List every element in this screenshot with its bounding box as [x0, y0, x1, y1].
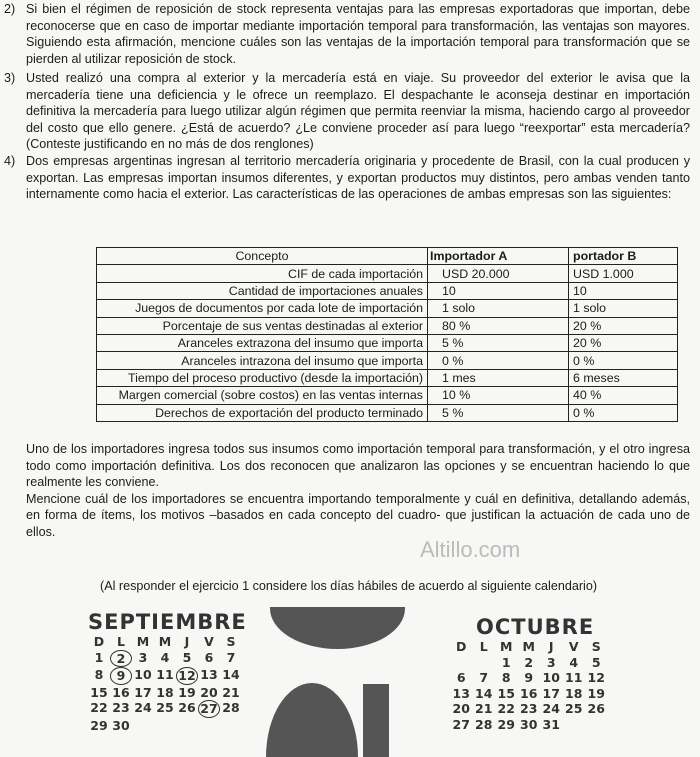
calendar-octubre: [450, 615, 608, 732]
calendar-day: 12: [176, 667, 198, 685]
table-row: [97, 369, 678, 386]
calendar-day: 23: [520, 701, 538, 716]
table-row: [97, 282, 678, 299]
watermark: Altillo.com: [420, 537, 521, 562]
calendar-day: 25: [565, 701, 583, 716]
question-text: Usted realizó una compra al exterior y la mercadería está en viaje. Su proveedor del exterior le avisa que la mercadería tiene una deficiencia y le ofrece un reemplazo. El despachante le aconseja destinar en importación definitiva la mercadería para luego utilizar algún régimen que permita reenviar la misma, haciendo cargo al proveedor del costo que ello genere. ¿Está de acuerdo? ¿Le conviene proceder así para luego “reexportar” esta mercadería? (Conteste justificando en no más de dos renglones): [26, 71, 690, 152]
calendar-day: 19: [178, 684, 196, 700]
calendar-day: 7: [226, 649, 236, 665]
calendar-grid: [88, 634, 247, 733]
empty-day: [450, 655, 473, 671]
paragraph-2: Mencione cuál de los importadores se encuentra importando temporalmente y cuál en definitiva, detallando además, en forma de ítems, los motivos –basados en cada concepto del cuadro- que justifican la actuación de cada uno de ellos.: [26, 491, 690, 539]
importador-a-cell: 5 %: [428, 334, 569, 351]
calendar-note: (Al responder el ejercicio 1 considere los días hábiles de acuerdo al siguiente calendario): [100, 579, 598, 593]
importador-a-cell: USD 20.000: [428, 265, 569, 282]
table-row: [97, 334, 678, 351]
calendar-day: 18: [156, 684, 174, 700]
calendar-day: 20: [452, 701, 470, 716]
calendar-day: 24: [542, 701, 560, 716]
calendar-day: 5: [591, 654, 601, 670]
calendar-day: 28: [475, 716, 493, 732]
question-2: [4, 1, 690, 67]
calendar-day: 27: [452, 716, 470, 732]
calendar-day: 8: [94, 667, 104, 682]
importador-b-cell: 20 %: [569, 334, 678, 351]
header-concepto: Concepto: [97, 248, 428, 265]
question-number: 2): [4, 2, 16, 16]
weekday-label: V: [568, 639, 579, 654]
calendar-day: 26: [178, 700, 196, 715]
importador-a-cell: 80 %: [428, 317, 569, 334]
importador-b-cell: 1 solo: [569, 300, 678, 317]
question-number: 3): [4, 71, 16, 85]
calendar-day: 1: [501, 654, 511, 670]
weekday-label: V: [204, 634, 214, 649]
importador-a-cell: 5 %: [428, 404, 569, 421]
importador-b-cell: 0 %: [569, 404, 678, 421]
table-row: [97, 387, 678, 404]
calendar-day: 16: [520, 685, 538, 701]
weekday-label: J: [184, 634, 190, 649]
importador-b-cell: 6 meses: [569, 369, 678, 386]
weekday-label: M: [158, 634, 172, 649]
calendar-day: 22: [90, 700, 108, 715]
calendar-day: 16: [112, 684, 130, 700]
calendar-day: 7: [479, 670, 489, 685]
calendar-day: 28: [222, 700, 240, 715]
table-row: [97, 265, 678, 282]
table-row: [97, 300, 678, 317]
importador-b-cell: USD 1.000: [569, 265, 678, 282]
calendar-day: 2: [524, 654, 534, 670]
importador-b-cell: 10: [569, 282, 678, 299]
weekday-label: M: [522, 639, 535, 654]
calendar-day: 30: [112, 717, 130, 733]
weekday-label: D: [93, 634, 105, 649]
calendar-day: 14: [475, 685, 493, 701]
concepto-cell: Porcentaje de sus ventas destinadas al exterior: [97, 317, 428, 334]
concepto-cell: Juegos de documentos por cada lote de importación: [97, 300, 428, 317]
calendar-day: 6: [204, 649, 214, 665]
comparison-table: [96, 247, 678, 422]
calendar-day: 30: [520, 716, 538, 732]
weekday-label: L: [117, 634, 125, 649]
calendar-title: SEPTIEMBRE: [88, 610, 247, 634]
decorative-rectangle: [363, 684, 389, 757]
calendar-title: OCTUBRE: [476, 615, 595, 639]
table-row: [97, 317, 678, 334]
importador-a-cell: 1 mes: [428, 369, 569, 386]
weekday-label: S: [591, 639, 601, 654]
importador-b-cell: 0 %: [569, 352, 678, 369]
header-importador-b: portador B: [569, 248, 678, 265]
empty-day: [473, 655, 496, 671]
table-header-row: [97, 248, 678, 265]
question-4: [4, 153, 690, 203]
calendar-day: 19: [587, 685, 605, 701]
question-number: 4): [4, 154, 16, 168]
calendar-day: 27: [198, 700, 220, 718]
calendar-day: 24: [134, 700, 152, 715]
calendar-day: 14: [222, 667, 240, 682]
calendar-day: 9: [524, 670, 534, 685]
paragraph-1: Uno de los importadores ingresa todos sus insumos como importación temporal para transformación, y el otro ingresa todo como importación definitiva. Los dos reconocen que analizaron las opciones y se encuentran haciendo lo que realmente les conviene.: [26, 442, 690, 490]
concepto-cell: Margen comercial (sobre costos) en las ventas internas: [97, 387, 428, 404]
calendar-day: 13: [452, 685, 470, 701]
calendar-grid: [450, 639, 608, 732]
importador-a-cell: 0 %: [428, 352, 569, 369]
table-row: [97, 404, 678, 421]
calendar-day: 5: [182, 649, 192, 665]
importador-b-cell: 40 %: [569, 387, 678, 404]
concepto-cell: Derechos de exportación del producto terminado: [97, 404, 428, 421]
importador-a-cell: 10: [428, 282, 569, 299]
calendar-day: 9: [110, 667, 132, 685]
calendar-day: 21: [222, 684, 240, 700]
concepto-cell: Cantidad de importaciones anuales: [97, 282, 428, 299]
weekday-label: D: [456, 639, 467, 654]
calendar-day: 15: [497, 685, 515, 701]
weekday-label: J: [548, 639, 554, 654]
calendar-day: 26: [587, 701, 605, 716]
question-text: Si bien el régimen de reposición de stock representa ventajas para las empresas exportadoras que importan, debe reconocerse que en caso de importar mediante importación temporal para transformación, las ventajas son mayores. Siguiendo esta afirmación, mencione cuáles son las ventajas de la importación temporal para transformación que se pierden al utilizar reposición de stock.: [26, 2, 690, 66]
calendar-day: 13: [200, 667, 218, 682]
decorative-half-circle-top: [270, 607, 405, 649]
calendar-day: 3: [138, 649, 148, 665]
header-importador-a: Importador A: [428, 248, 569, 265]
decorative-arch: [266, 683, 358, 757]
weekday-label: M: [136, 634, 150, 649]
calendar-septiembre: [88, 610, 247, 733]
concepto-cell: Aranceles extrazona del insumo que importa: [97, 334, 428, 351]
calendar-day: 4: [160, 649, 170, 665]
weekday-label: L: [479, 639, 488, 654]
calendar-day: 2: [110, 650, 132, 668]
calendar-day: 3: [546, 654, 556, 670]
importador-a-cell: 10 %: [428, 387, 569, 404]
question-3: [4, 70, 690, 153]
concepto-cell: Aranceles intrazona del insumo que importa: [97, 352, 428, 369]
calendar-day: 18: [565, 685, 583, 701]
instructions: [26, 441, 690, 541]
calendar-day: 8: [501, 670, 511, 685]
question-text: Dos empresas argentinas ingresan al territorio mercadería originaria y procedente de Brasil, con la cual producen y exportan. Las empresas importan insumos diferentes, y exportan productos muy distintos, pero ambas venden tanto internamente como hacia el exterior. Las características de las operaciones de ambas empresas son las siguientes:: [26, 154, 690, 202]
table-row: [97, 352, 678, 369]
calendar-day: 25: [156, 700, 174, 715]
calendar-day: 11: [565, 670, 583, 685]
calendar-day: 29: [497, 716, 515, 732]
calendar-day: 31: [542, 716, 560, 732]
calendar-day: 17: [542, 685, 560, 701]
calendar-day: 20: [200, 684, 218, 700]
calendar-day: 11: [156, 667, 174, 682]
calendar-day: 4: [569, 654, 579, 670]
calendar-day: 21: [475, 701, 493, 716]
calendar-day: 22: [497, 701, 515, 716]
calendar-day: 6: [456, 670, 466, 685]
calendar-day: 29: [90, 717, 108, 733]
importador-a-cell: 1 solo: [428, 300, 569, 317]
calendar-day: 10: [134, 667, 152, 682]
weekday-label: M: [500, 639, 513, 654]
calendar-day: 15: [90, 684, 108, 700]
concepto-cell: CIF de cada importación: [97, 265, 428, 282]
weekday-label: S: [226, 634, 236, 649]
calendar-day: 23: [112, 700, 130, 715]
calendar-day: 10: [542, 670, 560, 685]
concepto-cell: Tiempo del proceso productivo (desde la importación): [97, 369, 428, 386]
calendar-day: 1: [94, 649, 104, 665]
importador-b-cell: 20 %: [569, 317, 678, 334]
calendar-day: 12: [587, 670, 605, 685]
calendar-day: 17: [134, 684, 152, 700]
